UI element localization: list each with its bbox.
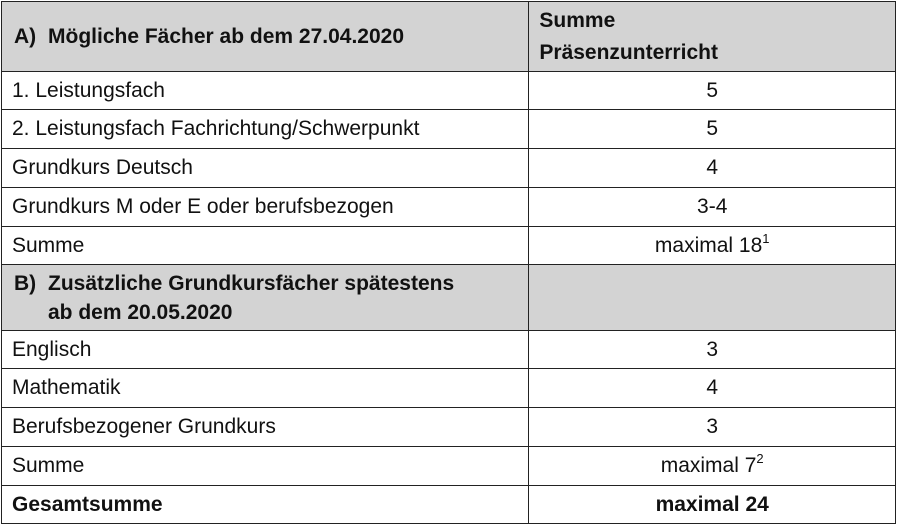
row-value: 4	[529, 149, 896, 188]
table-row	[2, 110, 896, 149]
section-b-header-row	[2, 265, 896, 331]
row-value: 3-4	[529, 188, 896, 227]
section-b-sum-row	[2, 447, 896, 486]
table-row	[2, 331, 896, 369]
section-b-sum-value: maximal 7	[660, 454, 757, 477]
column-header-cell	[529, 2, 896, 72]
section-a-sum-value-cell	[529, 227, 896, 265]
table-row	[2, 188, 896, 227]
section-a-prefix: A)	[14, 24, 37, 48]
total-row	[2, 486, 896, 524]
section-b-title-line1: Zusätzliche Grundkursfächer spätestens	[48, 271, 455, 295]
section-a-footnote-marker: 1	[762, 230, 770, 246]
row-value: 4	[529, 369, 896, 408]
table-row	[2, 369, 896, 408]
section-b-footnote-marker: 2	[756, 451, 764, 466]
row-value: 5	[529, 72, 896, 110]
section-b-prefix: B)	[14, 271, 37, 295]
section-a-header-row	[2, 2, 896, 72]
table-row	[2, 72, 896, 110]
section-b-header-empty-cell	[529, 265, 896, 331]
column-header-line1: Summe	[539, 8, 616, 32]
subjects-table	[1, 1, 896, 524]
section-a-sum-row	[2, 227, 896, 265]
row-label: Mathematik	[2, 369, 529, 408]
row-label: Englisch	[2, 331, 529, 369]
row-value: 3	[529, 331, 896, 369]
table-row	[2, 149, 896, 188]
row-label: 2. Leistungsfach Fachrichtung/Schwerpunkt	[2, 110, 529, 149]
section-a-sum-value: maximal 18	[654, 233, 763, 257]
row-label: Grundkurs Deutsch	[2, 149, 529, 188]
row-label: 1. Leistungsfach	[2, 72, 529, 110]
section-b-title-cell	[2, 265, 529, 331]
section-b-sum-label: Summe	[2, 447, 529, 486]
total-value: maximal 24	[529, 486, 896, 524]
section-a-title: Mögliche Fächer ab dem 27.04.2020	[48, 24, 404, 48]
row-value: 3	[529, 408, 896, 447]
section-a-title-cell	[2, 2, 529, 72]
section-b-title-line2: ab dem 20.05.2020	[48, 300, 233, 324]
column-header-line2: Präsenzunterricht	[539, 40, 718, 64]
row-value: 5	[529, 110, 896, 149]
total-label: Gesamtsumme	[2, 486, 529, 524]
row-label: Grundkurs M oder E oder berufsbezogen	[2, 188, 529, 227]
table-row	[2, 408, 896, 447]
section-b-sum-value-cell	[529, 447, 896, 486]
row-label: Berufsbezogener Grundkurs	[2, 408, 529, 447]
section-a-sum-label: Summe	[2, 227, 529, 265]
